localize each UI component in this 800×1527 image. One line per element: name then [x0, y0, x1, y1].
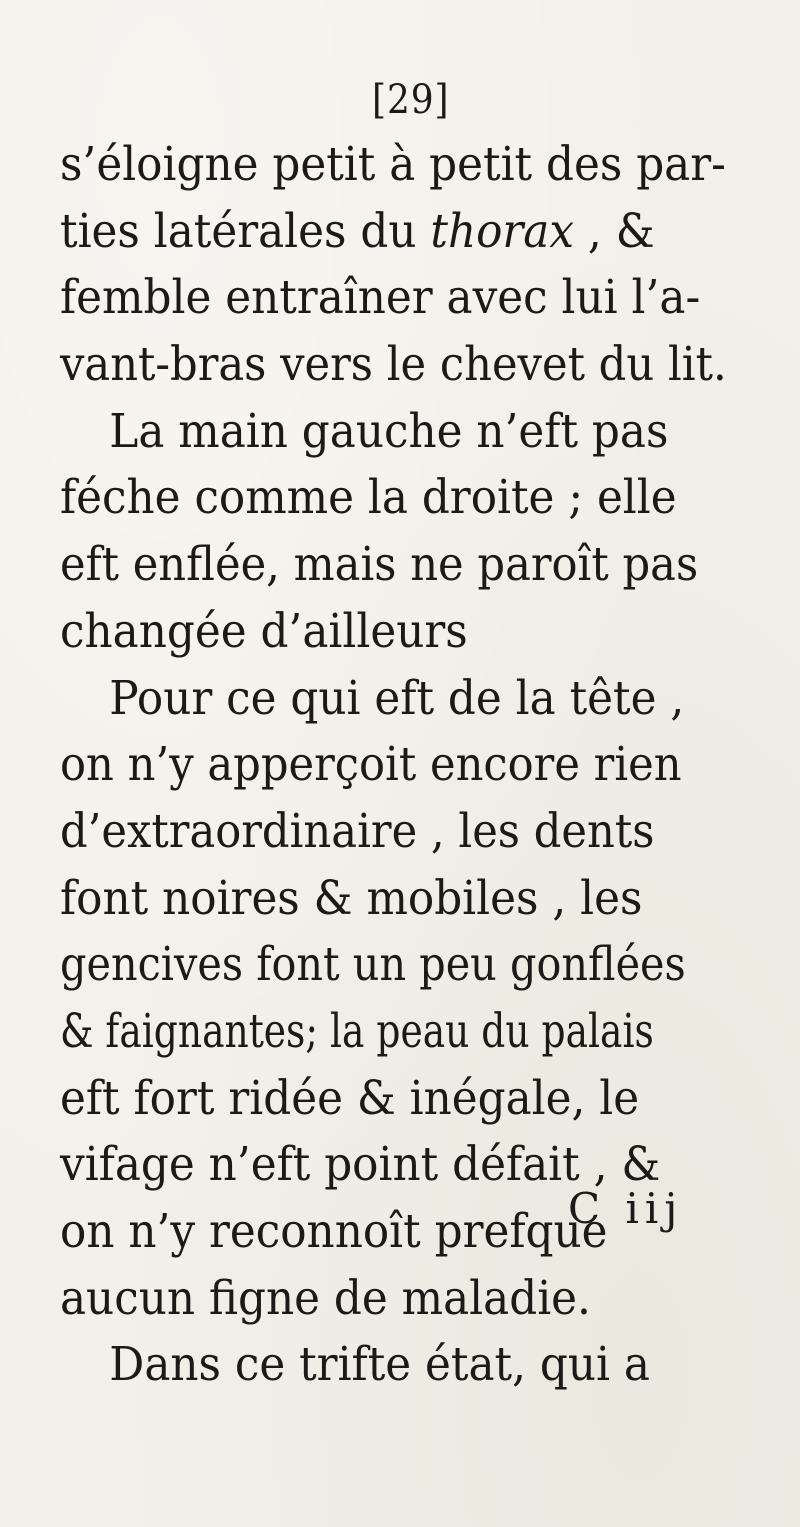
text-line: eft enflée, mais ne paroît pas: [60, 537, 699, 593]
text-line: ties latérales du thorax , &: [60, 203, 655, 259]
text-line: gencives font un peu gonflées: [60, 937, 686, 993]
text-line: Pour ce qui eft de la tête ,: [109, 670, 685, 726]
text-line: La main gauche n’eft pas: [109, 403, 669, 459]
text-line: aucun figne de maladie.: [60, 1270, 591, 1326]
text-line: changée d’ailleurs: [60, 603, 468, 659]
text-line: d’extraordinaire , les dents: [60, 803, 655, 859]
text-line: eft fort ridée & inégale, le: [60, 1070, 640, 1126]
text-line: & faignantes; la peau du palais: [60, 1003, 654, 1059]
text-line: vifage n’eft point défait , &: [60, 1137, 661, 1193]
text-line: on n’y apperçoit encore rien: [60, 737, 682, 793]
italic-word: thorax: [430, 203, 575, 259]
text-line: féche comme la droite ; elle: [60, 470, 677, 526]
text-line: Dans ce trifte état, qui a: [109, 1337, 650, 1393]
text-line: on n’y reconnoît prefque: [60, 1204, 608, 1259]
text-line: font noires & mobiles , les: [60, 870, 643, 926]
text-line: femble entraîner avec lui l’a-: [60, 270, 701, 326]
signature-mark: C iij: [568, 1184, 684, 1233]
text-line: s’éloigne petit à petit des par-: [60, 137, 726, 192]
page-number: [29]: [372, 77, 450, 123]
text-line: vant-bras vers le chevet du lit.: [60, 337, 727, 393]
